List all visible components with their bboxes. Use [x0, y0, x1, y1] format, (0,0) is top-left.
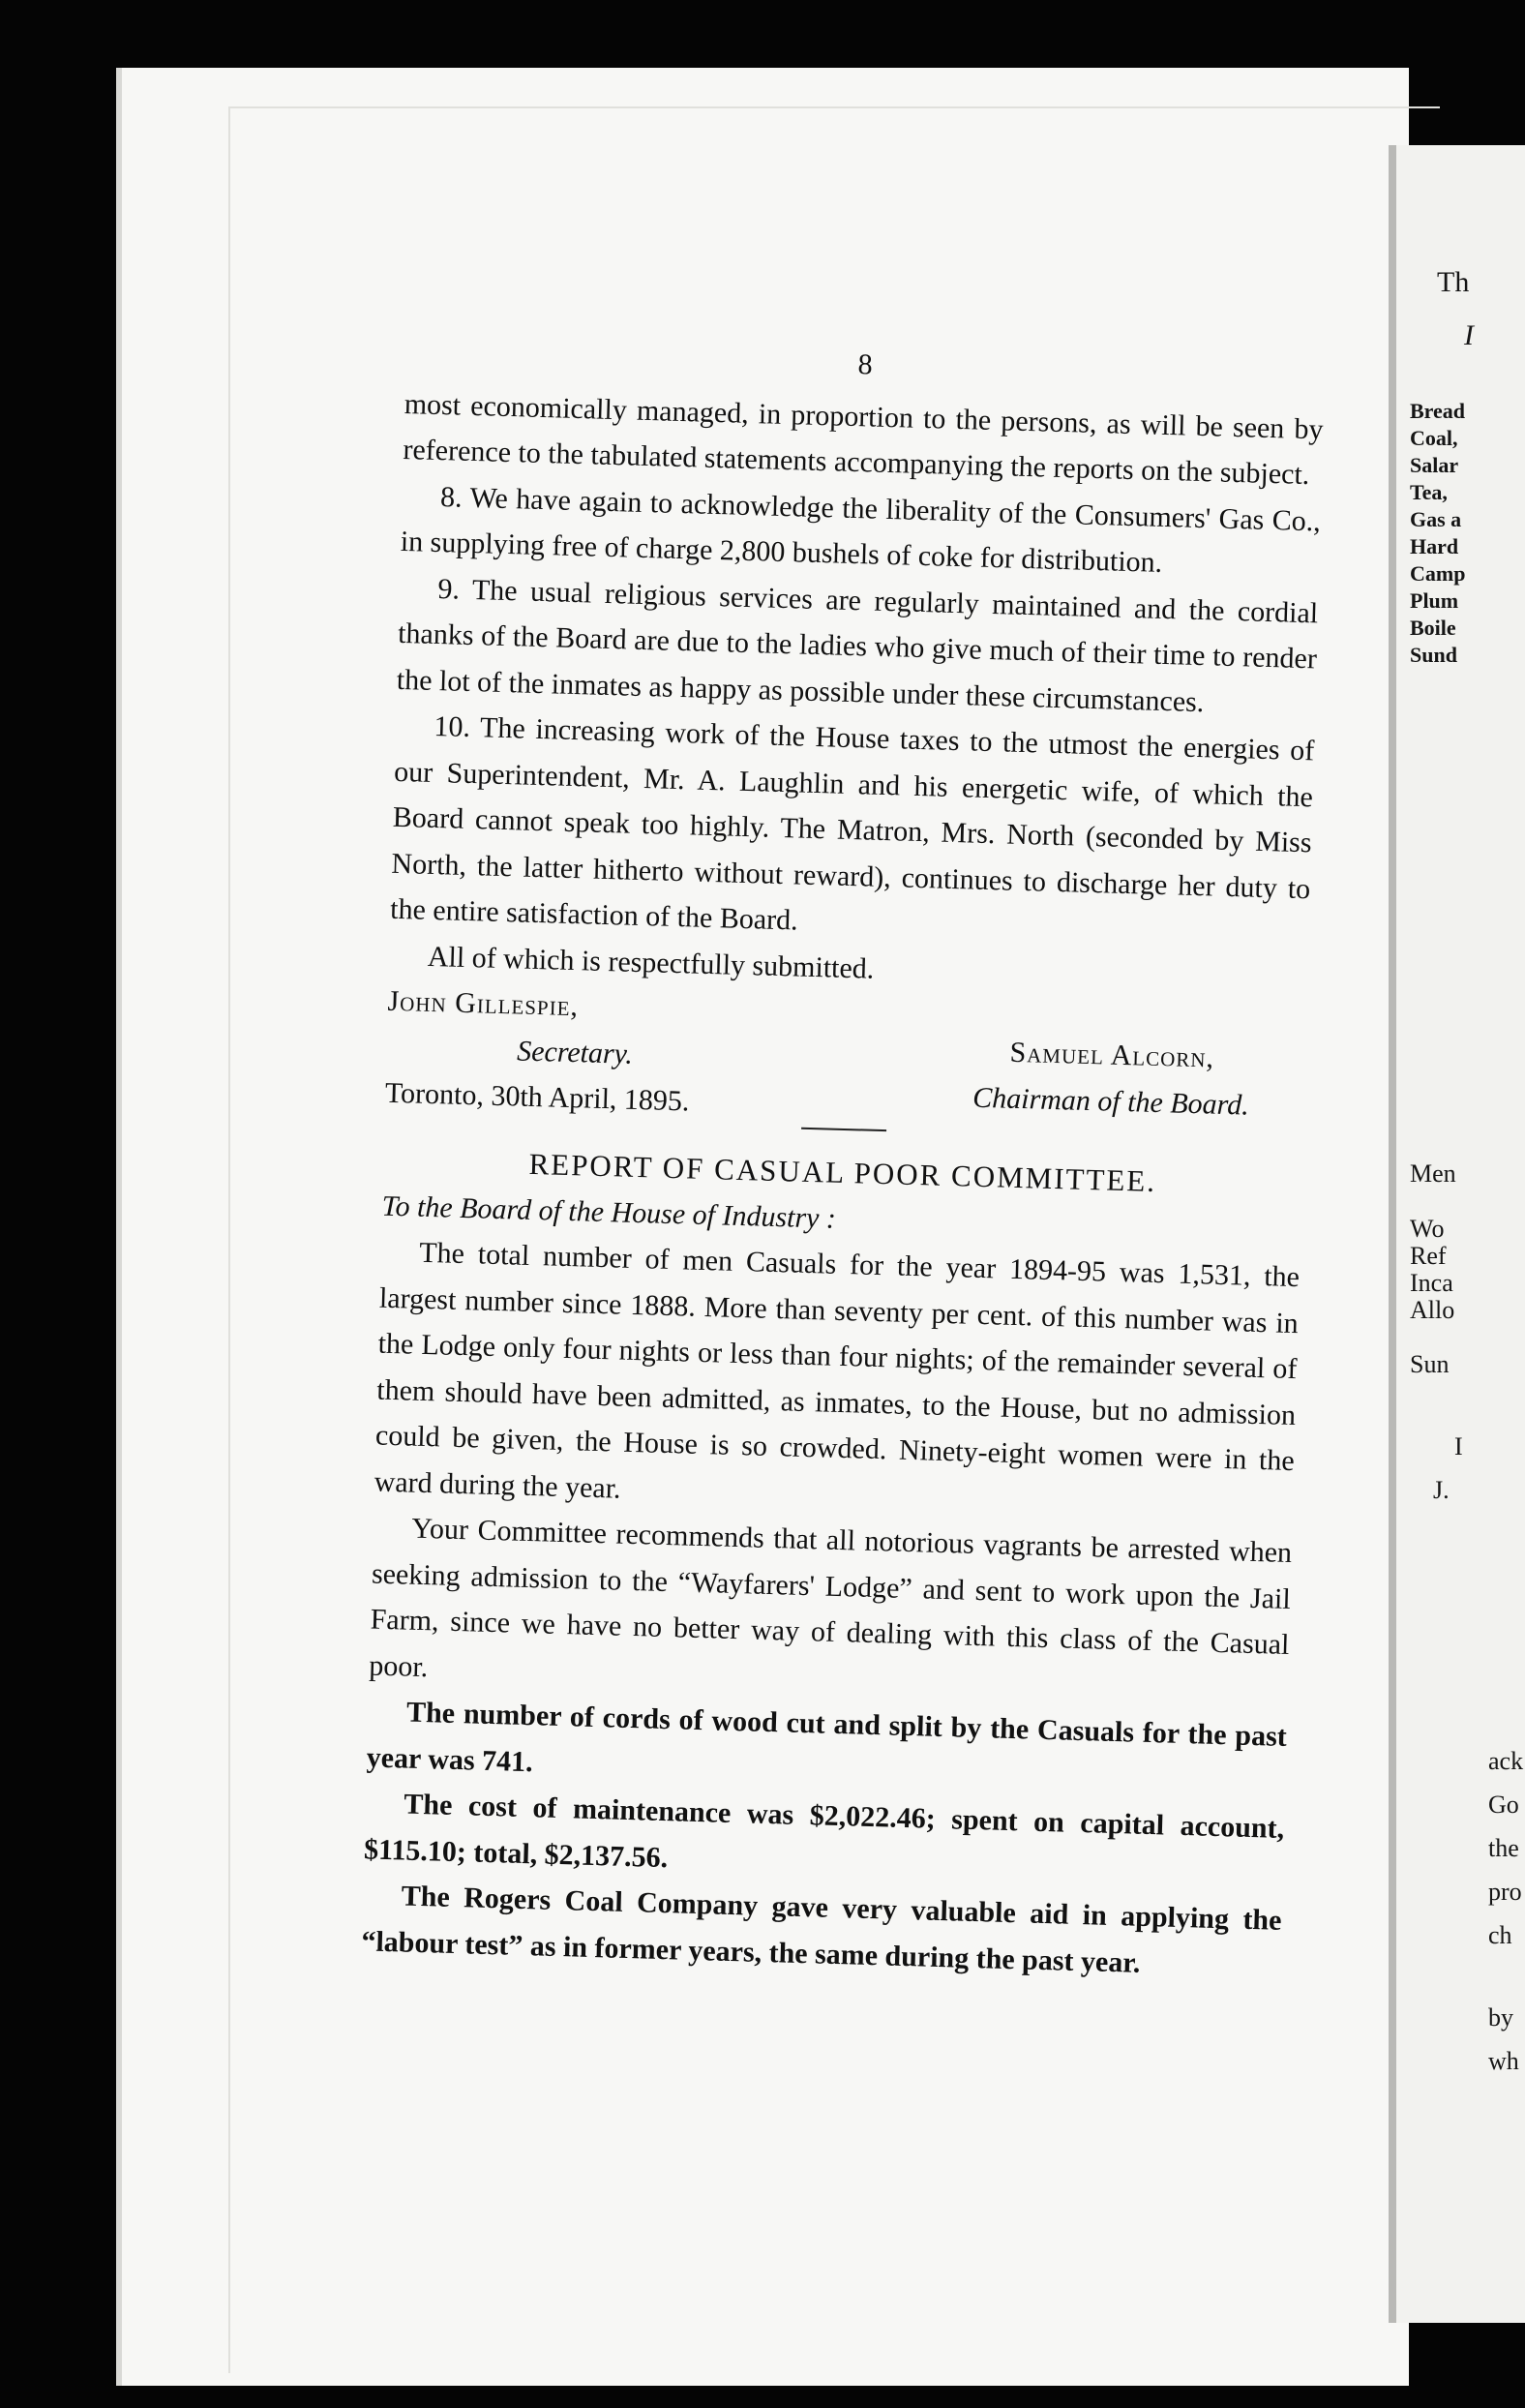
facing-page-text: Plum: [1410, 588, 1459, 613]
chairman-title: Chairman of the Board.: [972, 1081, 1250, 1122]
facing-page-text: Sun: [1410, 1350, 1450, 1378]
facing-page-text: Th: [1437, 266, 1470, 298]
report-paragraph-5: The Rogers Coal Company gave very valuable aid in applying the “labour test” as in former years, the same during the past year.: [361, 1880, 1282, 1979]
facing-page-text: by: [1488, 2003, 1513, 2032]
facing-page-text: I: [1454, 1432, 1463, 1460]
facing-page-text: Camp: [1410, 561, 1466, 586]
facing-page-text: Gas a: [1410, 507, 1462, 531]
secretary-title: Secretary.: [516, 1034, 634, 1070]
facing-page-text: Bread: [1410, 399, 1466, 423]
paragraph-9: 9. The usual religious services are regularly maintained and the cordial thanks of the Board are due to the ladies who give much of their time to render the lot of the inmates as happy as possible under these circumstances.: [396, 572, 1319, 718]
page-content: [361, 329, 1326, 1990]
facing-page-text: Sund: [1410, 643, 1457, 667]
paragraph-8: 8. We have again to acknowledge the liberality of the Consumers' Gas Co., in supplying free of charge 2,800 bushels of coke for distribution.: [400, 480, 1322, 579]
report-heading: REPORT OF CASUAL POOR COMMITTEE.: [528, 1146, 1157, 1198]
paragraph-continued: most economically managed, in proportion to the persons, as will be seen by reference to the tabulated statements accompanying the reports on the subject.: [403, 387, 1324, 492]
signature-block: [385, 978, 1307, 1120]
facing-page-text: Wo: [1410, 1215, 1445, 1243]
facing-page-text: Ref: [1410, 1242, 1447, 1270]
facing-page-text: Allo: [1410, 1296, 1455, 1324]
facing-page-text: wh: [1488, 2047, 1519, 2075]
facing-page: [1389, 145, 1525, 2323]
facing-page-text: Salar: [1410, 453, 1459, 477]
secretary-name: John Gillespie,: [387, 984, 580, 1023]
report-paragraph-2: Your Committee recommends that all notorious vagrants be arrested when seeking admission to the “Wayfarers' Lodge” and sent to work upon the Jail Farm, since we have no better way of dealing with this class of the Casual poor.: [368, 1512, 1293, 1683]
report-paragraph-3: The number of cords of wood cut and split by the Casuals for the past year was 741.: [366, 1696, 1288, 1778]
facing-page-text: Hard: [1410, 534, 1459, 558]
facing-page-text: Go: [1488, 1791, 1519, 1819]
facing-page-text: ack: [1488, 1747, 1524, 1775]
paragraph-10: 10. The increasing work of the House taxes to the utmost the energies of our Superintendent, Mr. A. Laughlin and his energetic wife, of which the Board cannot speak too highly. The Matron, Mrs. North (seconded by Miss North, the latter hitherto without reward), continues to discharge her duty to the entire satisfaction of the Board.: [389, 709, 1315, 937]
secretary-signature: [384, 978, 872, 1129]
report-address: To the Board of the House of Industry :: [381, 1189, 837, 1235]
facing-page-text: Inca: [1410, 1269, 1453, 1297]
place-date: Toronto, 30th April, 1895.: [384, 1076, 690, 1118]
facing-page-text: I: [1464, 319, 1474, 351]
chairman-signature: [916, 1027, 1305, 1129]
facing-page-text: Men: [1410, 1159, 1456, 1188]
page-number: 8: [857, 348, 874, 381]
facing-page-text: Boile: [1410, 616, 1456, 640]
closing-line: All of which is respectfully submitted.: [427, 940, 875, 985]
report-paragraph-1: The total number of men Casuals for the year 1894-95 was 1,531, the largest number since 1888. More than seventy per cent. of this number was in the Lodge only four nights or less than four nights; of the remainder several of them should have been admitted, as inmates, to the House, but no admission could be given, the House is so crowded. Ninety-eight women were in the ward during the year.: [374, 1236, 1301, 1505]
facing-page-text: the: [1488, 1834, 1519, 1862]
facing-page-text: pro: [1488, 1878, 1522, 1906]
report-paragraph-4: The cost of maintenance was $2,022.46; spent on capital account, $115.10; total, $2,137.56.: [363, 1788, 1285, 1874]
facing-page-text: Coal,: [1410, 426, 1458, 450]
facing-page-text: Tea,: [1410, 480, 1448, 504]
chairman-name: Samuel Alcorn,: [1009, 1036, 1215, 1074]
facing-page-text: ch: [1488, 1921, 1512, 1949]
facing-page-text: J.: [1433, 1476, 1450, 1504]
